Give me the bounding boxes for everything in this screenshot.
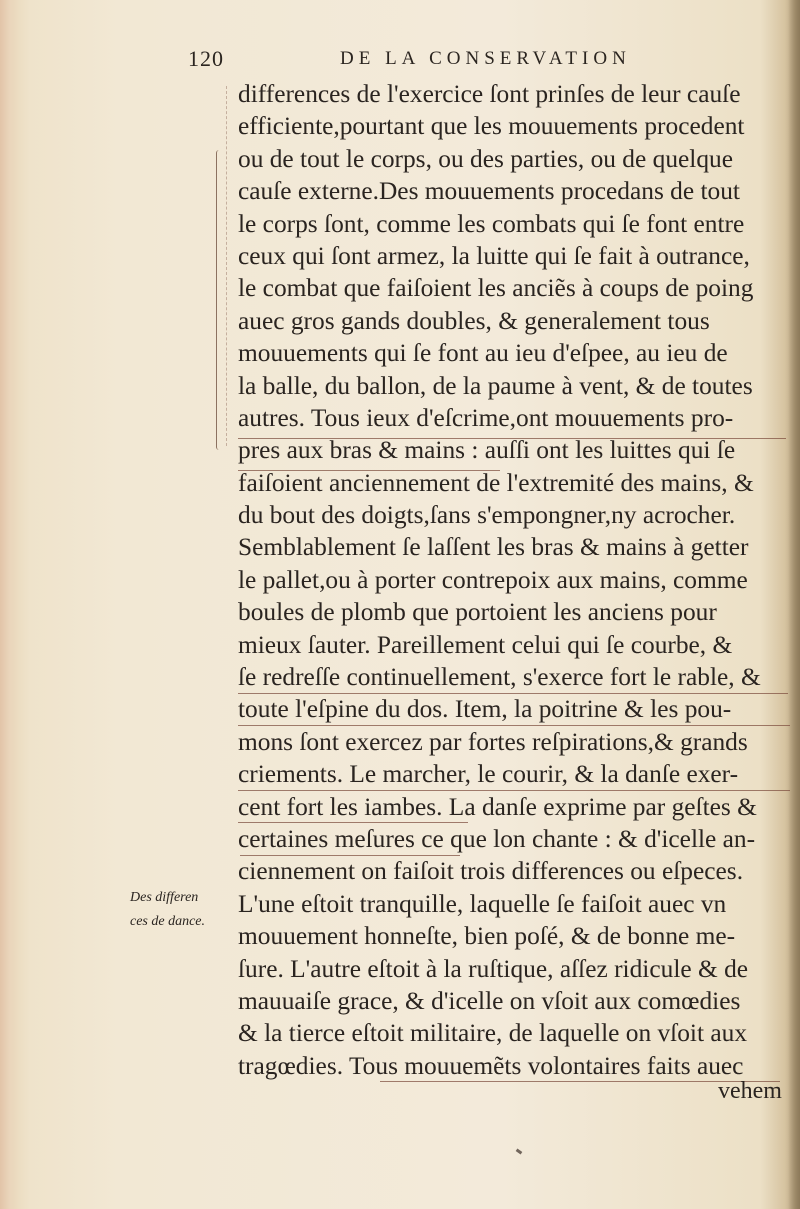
text-line: ou de tout le corps, ou des parties, ou de quelque bbox=[238, 144, 733, 173]
text-line: ſe redreſſe continuellement, s'exerce fort le rable, & bbox=[238, 663, 761, 692]
text-line: faiſoient anciennement de l'extremité des mains, & bbox=[238, 468, 754, 497]
text-line: mieux ſauter. Pareillement celui qui ſe courbe, & bbox=[238, 630, 733, 659]
text-line: auec gros gands doubles, & generalement tous bbox=[238, 306, 710, 335]
ink-speck bbox=[516, 1149, 523, 1155]
text-line: le pallet,ou à porter contrepoix aux mains, comme bbox=[238, 565, 748, 594]
text-line: Semblablement ſe laſſent les bras & mains à getter bbox=[238, 533, 749, 562]
body-text bbox=[238, 78, 798, 1082]
page-number: 120 bbox=[188, 46, 224, 71]
text-line: ſure. L'autre eſtoit à la ruſtique, aſſez ridicule & de bbox=[238, 954, 749, 983]
text-line: du bout des doigts,ſans s'empongner,ny acrocher. bbox=[238, 501, 736, 530]
text-line: pres aux bras & mains : auſſi ont les luittes qui ſe bbox=[238, 436, 736, 465]
margin-note-line: ces de dance. bbox=[130, 914, 206, 929]
running-head bbox=[188, 46, 728, 74]
text-line: mouuements qui ſe font au ieu d'eſpee, au ieu de bbox=[238, 339, 728, 368]
text-line: boules de plomb que portoient les anciens pour bbox=[238, 598, 717, 627]
text-line: le combat que faiſoient les anciẽs à coups de poing bbox=[238, 274, 754, 303]
manuscript-underline bbox=[238, 725, 790, 726]
manuscript-margin-ticks bbox=[226, 86, 231, 446]
manuscript-underline bbox=[238, 470, 500, 471]
text-line: toute l'eſpine du dos. Item, la poitrine & les pou- bbox=[238, 695, 732, 724]
manuscript-underline bbox=[238, 438, 786, 439]
text-line: differences de l'exercice ſont prinſes de leur cauſe bbox=[238, 80, 741, 108]
text-line: autres. Tous ieux d'eſcrime,ont mouuements pro- bbox=[238, 403, 734, 432]
catchword: vehem bbox=[718, 1078, 782, 1104]
margin-note-line: Des differen bbox=[130, 890, 199, 905]
text-line: mauuaiſe grace, & d'icelle on vſoit aux comœdies bbox=[238, 986, 741, 1015]
text-line: cauſe externe.Des mouuements procedans de tout bbox=[238, 177, 740, 206]
manuscript-bracket-mark bbox=[216, 150, 223, 450]
text-line: criements. Le marcher, le courir, & la danſe exer- bbox=[238, 760, 739, 789]
text-line: mons ſont exercez par fortes reſpirations,& grands bbox=[238, 727, 748, 756]
text-line: cent fort les iambes. La danſe exprime par geſtes & bbox=[238, 792, 757, 821]
manuscript-underline bbox=[238, 822, 468, 823]
text-line: & la tierce eſtoit militaire, de laquelle on vſoit aux bbox=[238, 1019, 748, 1048]
text-line: certaines meſures ce que lon chante : & d'icelle an- bbox=[238, 824, 756, 853]
manuscript-underline bbox=[238, 790, 790, 791]
running-title: DE LA CONSERVATION bbox=[340, 48, 631, 69]
page-gutter-shadow bbox=[0, 0, 18, 1209]
manuscript-underline bbox=[240, 855, 460, 856]
text-line: ceux qui ſont armez, la luitte qui ſe fait à outrance, bbox=[238, 241, 750, 270]
text-line: L'une eſtoit tranquille, laquelle ſe faiſoit auec vn bbox=[238, 889, 727, 918]
text-line: efficiente,pourtant que les mouuements procedent bbox=[238, 112, 745, 141]
text-line: mouuement honneſte, bien poſé, & de bonne me- bbox=[238, 922, 736, 951]
text-line: le corps ſont, comme les combats qui ſe font entre bbox=[238, 209, 745, 238]
text-line: tragœdies. Tous mouuemẽts volontaires faits auec bbox=[238, 1051, 744, 1080]
margin-note bbox=[130, 886, 234, 934]
text-line: la balle, du ballon, de la paume à vent, & de toutes bbox=[238, 371, 753, 400]
text-line: ciennement on faiſoit trois differences ou eſpeces. bbox=[238, 857, 744, 886]
manuscript-underline bbox=[238, 693, 788, 694]
